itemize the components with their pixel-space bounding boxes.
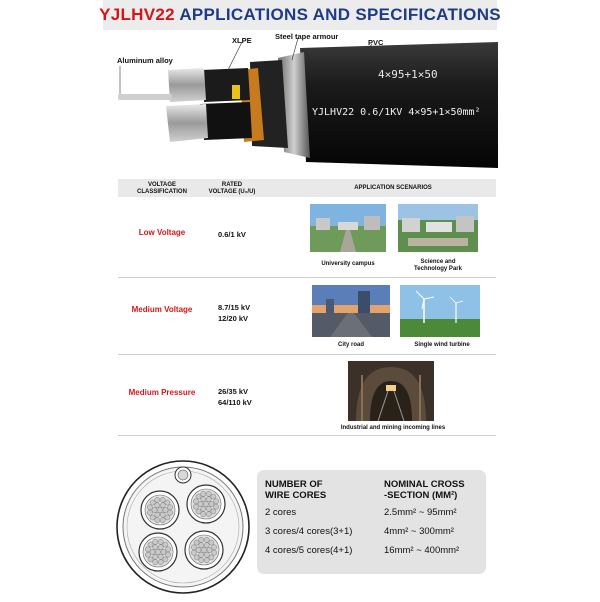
scenario-caption: Industrial and mining incoming lines <box>340 425 446 431</box>
spec-header-cores: NUMBER OF WIRE CORES <box>265 479 327 501</box>
page-header <box>99 0 501 30</box>
table-row <box>118 197 496 278</box>
scenario-caption: Single wind turbine <box>414 342 470 348</box>
sheath-print-main: YJLHV22 0.6/1KV 4×95+1×50mm² <box>312 107 481 118</box>
title-text: APPLICATIONS AND SPECIFICATIONS <box>179 5 501 24</box>
spec-section: 2.5mm² ~ 95mm² <box>384 507 457 518</box>
scenario-caption: City road <box>337 342 364 348</box>
application-table <box>118 179 496 435</box>
page-title <box>99 5 501 25</box>
scenario-caption: Science and Technology Park <box>414 259 462 272</box>
voltage-class: Medium Pressure <box>128 388 196 397</box>
city-road-photo <box>312 285 390 337</box>
aluminum-strand-shape <box>168 68 206 102</box>
tech-park-photo <box>398 204 478 252</box>
spec-cores: 3 cores/4 cores(3+1) <box>265 526 353 537</box>
rated-voltage: 0.6/1 kV <box>218 230 246 239</box>
wind-turbine-photo <box>400 285 480 337</box>
xlpe-core-shape <box>202 68 250 102</box>
header-scenarios: APPLICATION SCENARIOS <box>354 185 432 191</box>
rated-voltage: 8.7/15 kV <box>218 303 251 312</box>
table-header <box>118 179 496 197</box>
header-rated-voltage: RATED VOLTAGE (U₀/U) <box>208 182 256 195</box>
rated-voltage: 12/20 kV <box>218 314 249 323</box>
table-row <box>118 355 496 436</box>
cable-illustration <box>100 30 500 180</box>
pvc-jacket-shape <box>300 42 498 168</box>
label-aluminum-alloy: Aluminum alloy <box>117 56 173 65</box>
spec-cores: 2 cores <box>265 507 297 518</box>
label-pvc: PVC <box>368 38 384 47</box>
table-row <box>118 278 496 355</box>
sheath-print-top: 4×95+1×50 <box>378 68 438 81</box>
campus-photo <box>310 204 386 252</box>
spec-panel <box>257 470 486 574</box>
rated-voltage: 64/110 kV <box>218 398 252 407</box>
voltage-class: Medium Voltage <box>131 305 193 314</box>
cable-cross-section <box>108 452 258 602</box>
spec-section: 4mm² ~ 300mm² <box>384 526 454 537</box>
spec-section: 16mm² ~ 400mm² <box>384 545 460 556</box>
spec-header-section: NOMINAL CROSS -SECTION (MM²) <box>384 479 465 501</box>
spec-cores: 4 cores/5 cores(4+1) <box>265 545 353 556</box>
mining-tunnel-photo <box>348 361 434 421</box>
rated-voltage: 26/35 kV <box>218 387 249 396</box>
label-steel-tape: Steel tape armour <box>275 32 339 41</box>
scenario-caption: University campus <box>321 261 375 267</box>
model-name: YJLHV22 <box>99 5 175 24</box>
voltage-class: Low Voltage <box>138 228 186 237</box>
header-voltage-class: VOLTAGE CLASSIFICATION <box>137 182 187 195</box>
label-xlpe: XLPE <box>232 36 252 45</box>
